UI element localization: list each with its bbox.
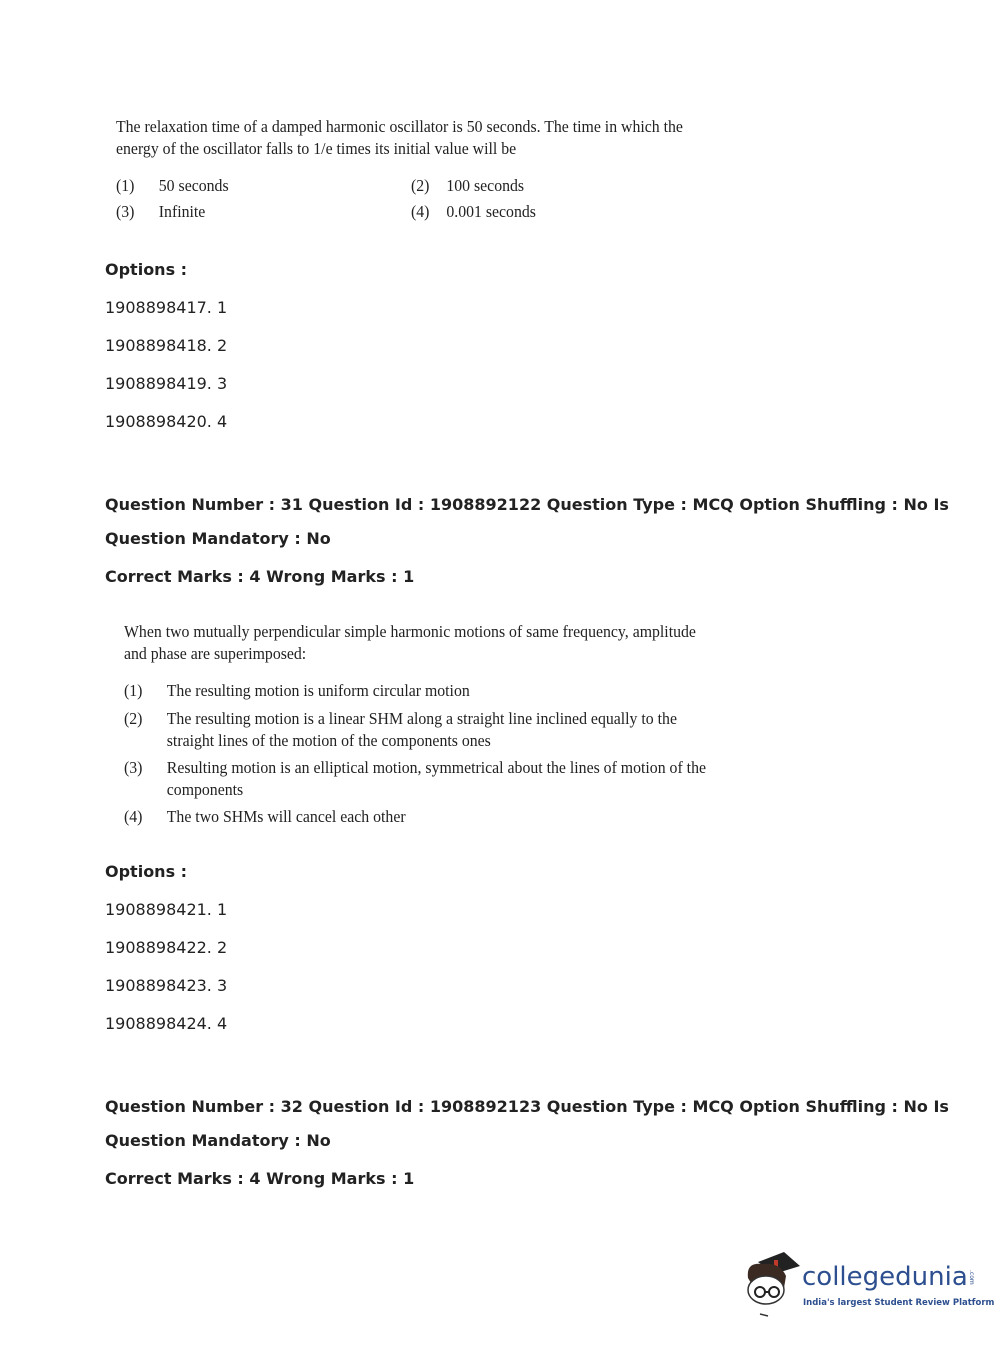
q31-choice-2: (2) The resulting motion is a linear SHM along a straight line inclined equally to the straight lines of the motion of the components ones (124, 709, 677, 750)
logo-tagline: India's largest Student Review Platform (803, 1298, 995, 1308)
q30-stem-line: The relaxation time of a damped harmonic oscillator is 50 seconds. The time in which the (116, 117, 683, 136)
q30-choice-1: (1) 50 seconds (116, 176, 229, 195)
option-item: 1908898424. 4 (105, 1014, 228, 1033)
logo-suffix: .com (967, 1270, 975, 1285)
q31-stem (124, 621, 696, 665)
question-mandatory: Question Mandatory : No (105, 1131, 331, 1150)
q30-choice-2: (2) 100 seconds (411, 176, 525, 195)
question-header: Question Number : 31 Question Id : 1908892122 Question Type : MCQ Option Shuffling : No Is (105, 495, 949, 514)
option-item: 1908898420. 4 (105, 412, 228, 431)
options-label: Options : (105, 260, 188, 279)
collegedunia-logo (740, 1248, 995, 1318)
q30-stem (116, 116, 683, 160)
q30-choice-3: (3) Infinite (116, 202, 206, 221)
option-item: 1908898419. 3 (105, 374, 228, 393)
q31-choice-3: (3) Resulting motion is an elliptical motion, symmetrical about the lines of motion of the components (124, 758, 707, 799)
option-item: 1908898417. 1 (105, 298, 228, 317)
logo-name: collegedunia (802, 1262, 968, 1292)
option-item: 1908898423. 3 (105, 976, 228, 995)
question-header: Question Number : 32 Question Id : 1908892123 Question Type : MCQ Option Shuffling : No Is (105, 1097, 949, 1116)
option-item: 1908898421. 1 (105, 900, 228, 919)
question-marks: Correct Marks : 4 Wrong Marks : 1 (105, 567, 415, 586)
q30-choice-4: (4) 0.001 seconds (411, 202, 536, 221)
q30-stem-line: energy of the oscillator falls to 1/e times its initial value will be (116, 139, 517, 158)
q31-stem-line: When two mutually perpendicular simple harmonic motions of same frequency, amplitude (124, 622, 696, 641)
options-label: Options : (105, 862, 188, 881)
q31-choice-1: (1) The resulting motion is uniform circular motion (124, 681, 470, 700)
student-mascot-icon (740, 1248, 802, 1318)
q31-choice-4: (4) The two SHMs will cancel each other (124, 807, 406, 826)
question-mandatory: Question Mandatory : No (105, 529, 331, 548)
question-marks: Correct Marks : 4 Wrong Marks : 1 (105, 1169, 415, 1188)
q31-stem-line: and phase are superimposed: (124, 644, 307, 663)
option-item: 1908898422. 2 (105, 938, 228, 957)
option-item: 1908898418. 2 (105, 336, 228, 355)
